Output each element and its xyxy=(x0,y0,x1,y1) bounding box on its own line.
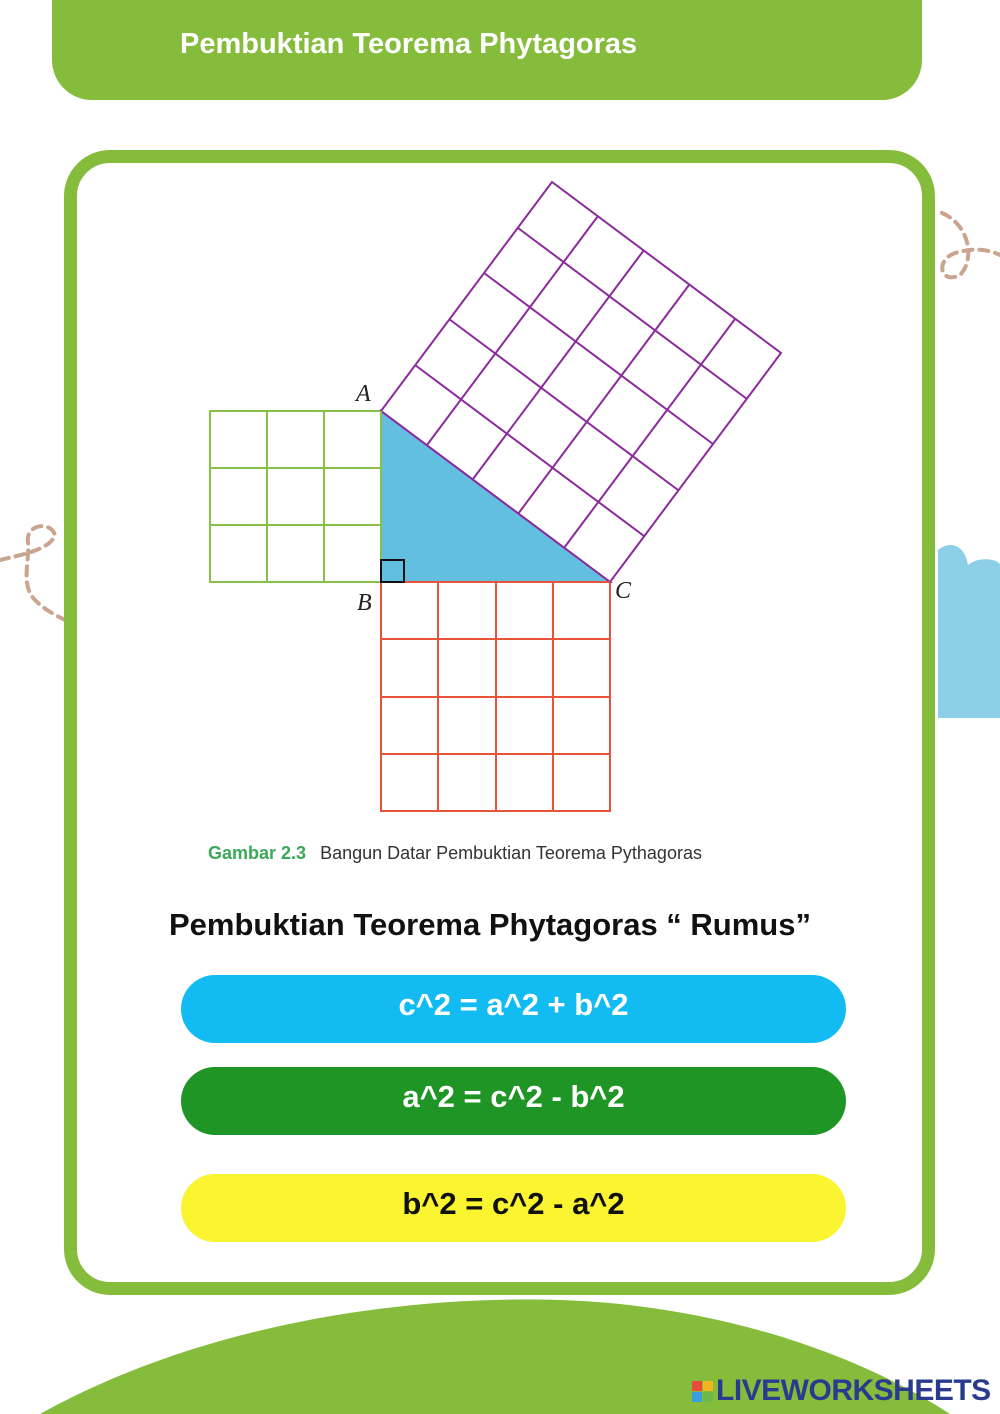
caption-number: Gambar 2.3 xyxy=(208,843,307,863)
point-c-label: C xyxy=(615,578,632,604)
point-b-label: B xyxy=(357,590,372,616)
point-a-label: A xyxy=(356,381,371,407)
liveworksheets-brand[interactable] xyxy=(692,1374,991,1408)
green-square-grid xyxy=(210,411,381,582)
figure-caption xyxy=(208,843,702,864)
brand-name: LIVEWORKSHEETS xyxy=(716,1374,991,1407)
liveworksheets-logo-icon xyxy=(692,1381,713,1402)
formula-c-squared: c^2 = a^2 + b^2 xyxy=(181,975,846,1043)
caption-text: Bangun Datar Pembuktian Teorema Pythagoras xyxy=(320,843,702,863)
red-square-grid xyxy=(381,582,610,811)
formula-b-squared: b^2 = c^2 - a^2 xyxy=(181,1174,846,1242)
page-title: Pembuktian Teorema Phytagoras xyxy=(180,28,638,60)
formula-heading: Pembuktian Teorema Phytagoras “ Rumus” xyxy=(169,907,811,942)
formula-a-squared: a^2 = c^2 - b^2 xyxy=(181,1067,846,1135)
